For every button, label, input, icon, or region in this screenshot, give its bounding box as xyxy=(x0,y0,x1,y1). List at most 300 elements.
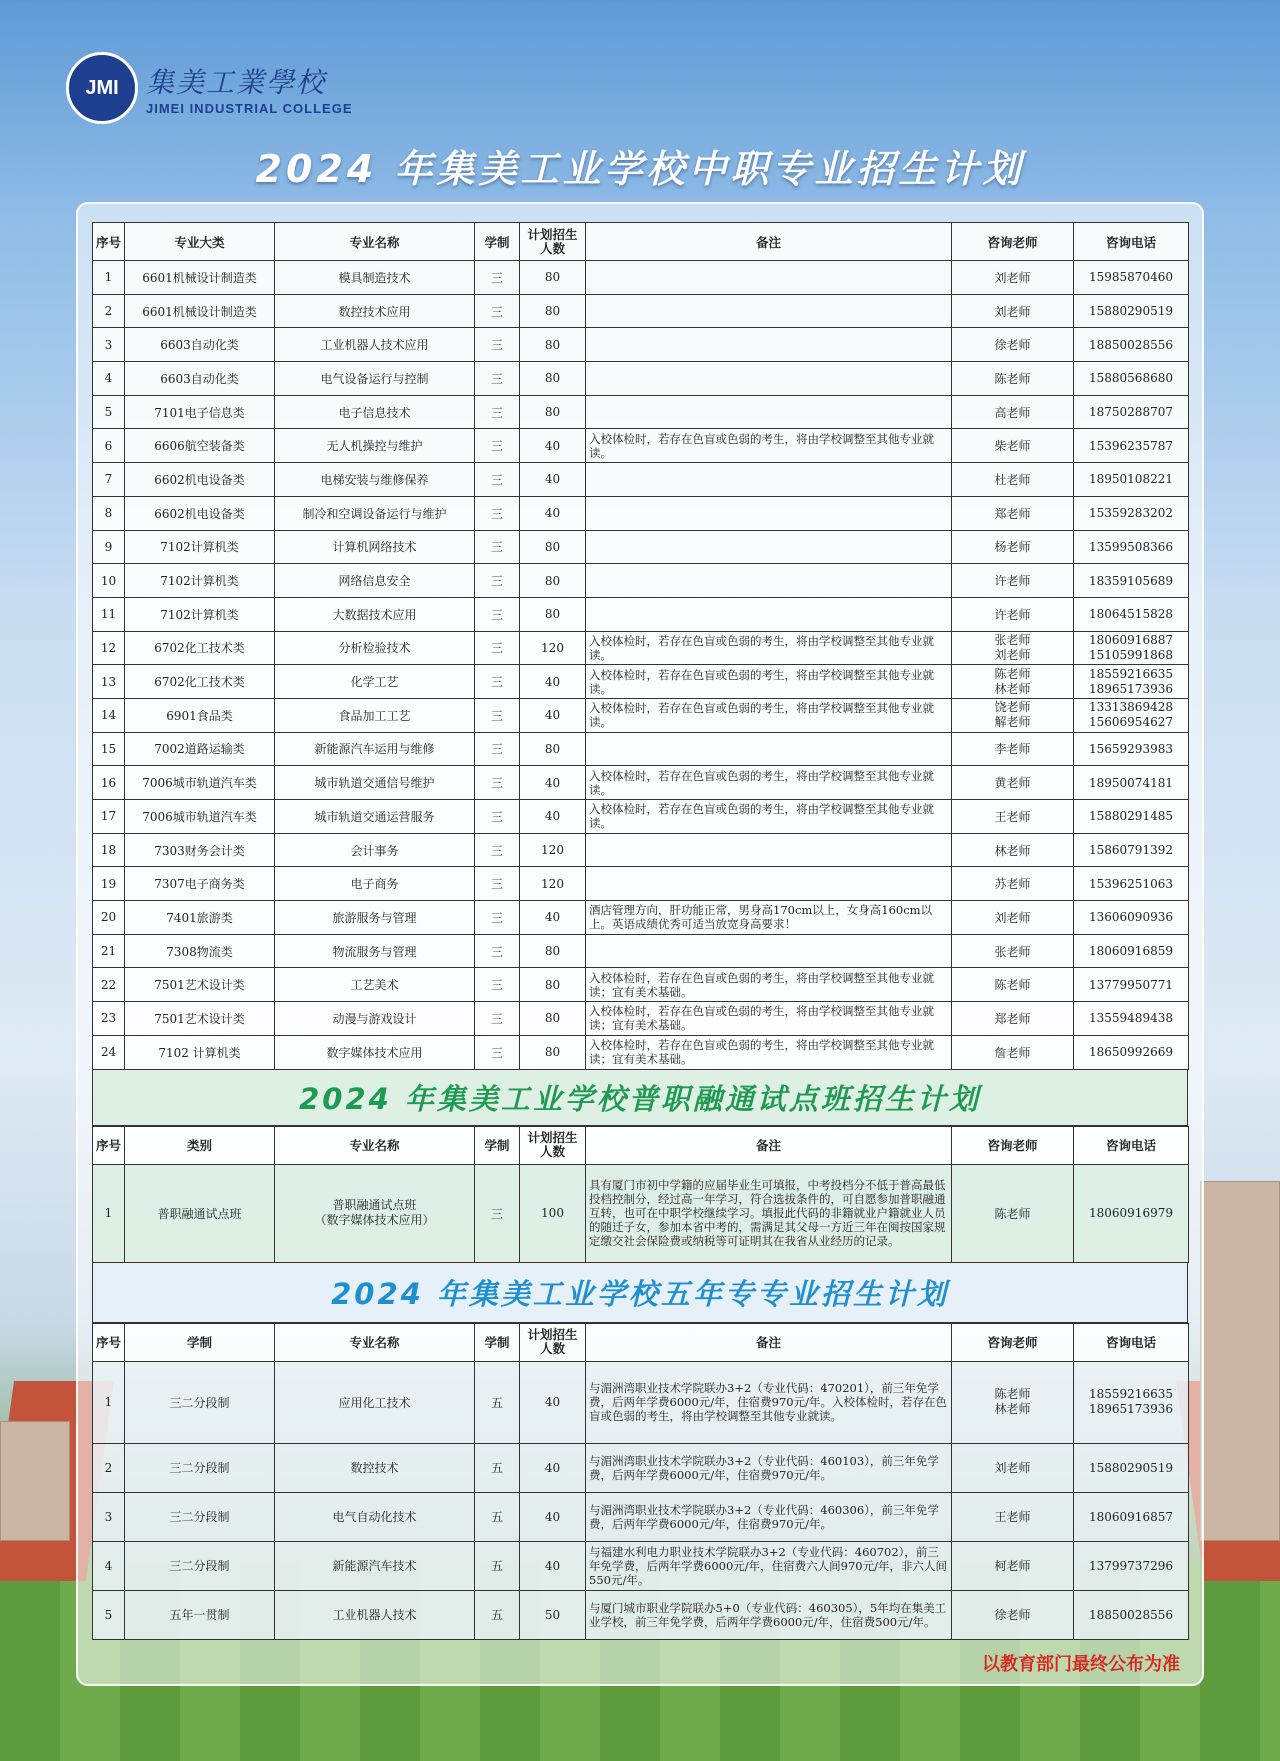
cell-teacher: 柴老师 xyxy=(952,429,1074,463)
cell-teacher: 许老师 xyxy=(952,597,1074,631)
section-title-pilot: 2024 年集美工业学校普职融通试点班招生计划 xyxy=(92,1070,1188,1126)
school-name-cn: 集美工業學校 xyxy=(146,65,327,99)
tables-container xyxy=(92,222,1188,1640)
cell-phone: 18359105689 xyxy=(1074,564,1189,598)
cell-note: 与湄洲湾职业技术学院联办3+2（专业代码：460103），前三年免学费，后两年学费6000元/年，住宿费970元/年。 xyxy=(586,1443,952,1492)
cell-duration: 三 xyxy=(475,261,520,295)
cell-note xyxy=(586,597,952,631)
cell-major: 应用化工技术 xyxy=(275,1361,475,1443)
table-body xyxy=(93,261,1189,1070)
building-right xyxy=(1200,1181,1280,1541)
cell-index: 4 xyxy=(93,362,125,396)
cell-phone: 13559489438 xyxy=(1074,1002,1189,1036)
cell-duration: 三 xyxy=(475,395,520,429)
cell-duration: 五 xyxy=(475,1492,520,1541)
cell-phone: 15359283202 xyxy=(1074,496,1189,530)
cell-major: 工业机器人技术 xyxy=(275,1590,475,1639)
cell-index: 17 xyxy=(93,800,125,834)
cell-index: 21 xyxy=(93,934,125,968)
table-row xyxy=(93,800,1189,834)
cell-teacher: 刘老师 xyxy=(952,294,1074,328)
cell-teacher: 王老师 xyxy=(952,800,1074,834)
cell-major: 会计事务 xyxy=(275,833,475,867)
cell-phone: 18750288707 xyxy=(1074,395,1189,429)
cell-note xyxy=(586,328,952,362)
cell-teacher: 许老师 xyxy=(952,564,1074,598)
cell-major: 动漫与游戏设计 xyxy=(275,1002,475,1036)
cell-duration: 三 xyxy=(475,968,520,1002)
cell-phone: 13799737296 xyxy=(1074,1541,1189,1590)
cell-duration: 三 xyxy=(475,429,520,463)
cell-phone: 13779950771 xyxy=(1074,968,1189,1002)
header-phone: 咨询电话 xyxy=(1074,223,1189,261)
cell-category: 7102计算机类 xyxy=(125,564,275,598)
cell-index: 16 xyxy=(93,766,125,800)
cell-major: 数控技术 xyxy=(275,1443,475,1492)
table-row xyxy=(93,631,1189,665)
cell-major: 工业机器人技术应用 xyxy=(275,328,475,362)
cell-teacher: 刘老师 xyxy=(952,901,1074,935)
table-row xyxy=(93,1164,1189,1262)
cell-index: 15 xyxy=(93,732,125,766)
cell-note: 入校体检时，若存在色盲或色弱的考生，将由学校调整至其他专业就读。 xyxy=(586,698,952,732)
table-row xyxy=(93,1590,1189,1639)
cell-quota: 80 xyxy=(520,530,586,564)
cell-category: 6702化工技术类 xyxy=(125,631,275,665)
cell-index: 24 xyxy=(93,1035,125,1069)
cell-quota: 40 xyxy=(520,429,586,463)
cell-major: 数控技术应用 xyxy=(275,294,475,328)
table-row xyxy=(93,294,1189,328)
cell-teacher: 郑老师 xyxy=(952,496,1074,530)
cell-phone: 18650992669 xyxy=(1074,1035,1189,1069)
cell-major: 模具制造技术 xyxy=(275,261,475,295)
cell-note: 入校体检时，若存在色盲或色弱的考生，将由学校调整至其他专业就读。 xyxy=(586,800,952,834)
cell-index: 18 xyxy=(93,833,125,867)
cell-category: 6901食品类 xyxy=(125,698,275,732)
cell-phone: 15659293983 xyxy=(1074,732,1189,766)
header-note: 备注 xyxy=(586,1126,952,1164)
table-body xyxy=(93,1164,1189,1262)
header-major: 专业名称 xyxy=(275,223,475,261)
cell-quota: 80 xyxy=(520,564,586,598)
cell-teacher: 高老师 xyxy=(952,395,1074,429)
header-note: 备注 xyxy=(586,223,952,261)
cell-duration: 三 xyxy=(475,800,520,834)
cell-note: 入校体检时，若存在色盲或色弱的考生，将由学校调整至其他专业就读。 xyxy=(586,429,952,463)
table-row xyxy=(93,530,1189,564)
section-title-five-year: 2024 年集美工业学校五年专专业招生计划 xyxy=(92,1263,1188,1323)
cell-index: 22 xyxy=(93,968,125,1002)
table-row xyxy=(93,362,1189,396)
cell-duration: 三 xyxy=(475,665,520,699)
cell-quota: 40 xyxy=(520,665,586,699)
table-row xyxy=(93,698,1189,732)
cell-quota: 40 xyxy=(520,1541,586,1590)
cell-major: 电子商务 xyxy=(275,867,475,901)
cell-teacher: 陈老师 林老师 xyxy=(952,1361,1074,1443)
logo-abbrev: JMI xyxy=(85,76,119,99)
cell-duration: 三 xyxy=(475,1002,520,1036)
cell-major: 计算机网络技术 xyxy=(275,530,475,564)
cell-category: 7102计算机类 xyxy=(125,530,275,564)
header-quota: 计划招生人数 xyxy=(520,1126,586,1164)
header-duration: 学制 xyxy=(475,1323,520,1361)
table-row xyxy=(93,597,1189,631)
cell-major: 城市轨道交通运营服务 xyxy=(275,800,475,834)
cell-major: 无人机操控与维护 xyxy=(275,429,475,463)
cell-teacher: 张老师 刘老师 xyxy=(952,631,1074,665)
cell-index: 2 xyxy=(93,1443,125,1492)
cell-phone: 15880290519 xyxy=(1074,294,1189,328)
cell-duration: 三 xyxy=(475,294,520,328)
header-major: 专业名称 xyxy=(275,1126,475,1164)
cell-quota: 80 xyxy=(520,395,586,429)
cell-index: 5 xyxy=(93,1590,125,1639)
header-index: 序号 xyxy=(93,1126,125,1164)
cell-note: 入校体检时，若存在色盲或色弱的考生，将由学校调整至其他专业就读；宜有美术基础。 xyxy=(586,1002,952,1036)
table-row xyxy=(93,766,1189,800)
table-row xyxy=(93,968,1189,1002)
cell-index: 20 xyxy=(93,901,125,935)
cell-teacher: 陈老师 xyxy=(952,1164,1074,1262)
cell-category: 7006城市轨道汽车类 xyxy=(125,766,275,800)
table-vocational xyxy=(92,222,1189,1070)
table-row xyxy=(93,261,1189,295)
header-note: 备注 xyxy=(586,1323,952,1361)
header-phone: 咨询电话 xyxy=(1074,1323,1189,1361)
cell-category: 6602机电设备类 xyxy=(125,496,275,530)
header-quota: 计划招生人数 xyxy=(520,1323,586,1361)
table-row xyxy=(93,934,1189,968)
cell-duration: 三 xyxy=(475,833,520,867)
cell-major: 网络信息安全 xyxy=(275,564,475,598)
cell-quota: 80 xyxy=(520,261,586,295)
header-category: 类别 xyxy=(125,1126,275,1164)
cell-duration: 五 xyxy=(475,1361,520,1443)
cell-index: 2 xyxy=(93,294,125,328)
cell-duration: 三 xyxy=(475,766,520,800)
cell-teacher: 陈老师 xyxy=(952,362,1074,396)
cell-quota: 80 xyxy=(520,1002,586,1036)
cell-note xyxy=(586,362,952,396)
cell-note xyxy=(586,294,952,328)
cell-index: 12 xyxy=(93,631,125,665)
table-row xyxy=(93,1541,1189,1590)
cell-duration: 三 xyxy=(475,328,520,362)
table-row xyxy=(93,1492,1189,1541)
cell-index: 9 xyxy=(93,530,125,564)
cell-note: 入校体检时，若存在色盲或色弱的考生，将由学校调整至其他专业就读；宜有美术基础。 xyxy=(586,1035,952,1069)
cell-note xyxy=(586,564,952,598)
cell-note xyxy=(586,833,952,867)
cell-duration: 三 xyxy=(475,530,520,564)
cell-phone: 15396235787 xyxy=(1074,429,1189,463)
school-header xyxy=(66,52,353,124)
header-category: 学制 xyxy=(125,1323,275,1361)
cell-major: 大数据技术应用 xyxy=(275,597,475,631)
cell-quota: 40 xyxy=(520,496,586,530)
cell-category: 6606航空装备类 xyxy=(125,429,275,463)
cell-major: 电气设备运行与控制 xyxy=(275,362,475,396)
cell-quota: 40 xyxy=(520,1492,586,1541)
cell-teacher: 黄老师 xyxy=(952,766,1074,800)
cell-index: 11 xyxy=(93,597,125,631)
cell-note: 入校体检时，若存在色盲或色弱的考生，将由学校调整至其他专业就读。 xyxy=(586,665,952,699)
table-row xyxy=(93,665,1189,699)
cell-teacher: 詹老师 xyxy=(952,1035,1074,1069)
header-duration: 学制 xyxy=(475,223,520,261)
cell-note xyxy=(586,261,952,295)
cell-major: 物流服务与管理 xyxy=(275,934,475,968)
cell-category: 6603自动化类 xyxy=(125,328,275,362)
cell-note xyxy=(586,530,952,564)
cell-quota: 80 xyxy=(520,328,586,362)
cell-major: 数字媒体技术应用 xyxy=(275,1035,475,1069)
cell-category: 7102计算机类 xyxy=(125,597,275,631)
cell-phone: 18060916859 xyxy=(1074,934,1189,968)
table-row xyxy=(93,1035,1189,1069)
table-row xyxy=(93,496,1189,530)
cell-category: 普职融通试点班 xyxy=(125,1164,275,1262)
cell-quota: 100 xyxy=(520,1164,586,1262)
table-row xyxy=(93,1443,1189,1492)
cell-quota: 50 xyxy=(520,1590,586,1639)
cell-teacher: 苏老师 xyxy=(952,867,1074,901)
table-pilot xyxy=(92,1126,1189,1263)
table-row xyxy=(93,395,1189,429)
table-header-row xyxy=(93,223,1189,261)
cell-index: 19 xyxy=(93,867,125,901)
cell-major: 化学工艺 xyxy=(275,665,475,699)
cell-quota: 80 xyxy=(520,597,586,631)
cell-note xyxy=(586,395,952,429)
cell-teacher: 杜老师 xyxy=(952,463,1074,497)
cell-teacher: 郑老师 xyxy=(952,1002,1074,1036)
cell-duration: 五 xyxy=(475,1590,520,1639)
cell-index: 13 xyxy=(93,665,125,699)
cell-category: 三二分段制 xyxy=(125,1541,275,1590)
cell-note: 与湄洲湾职业技术学院联办3+2（专业代码：460306），前三年免学费，后两年学费6000元/年，住宿费970元/年。 xyxy=(586,1492,952,1541)
cell-quota: 80 xyxy=(520,362,586,396)
cell-index: 14 xyxy=(93,698,125,732)
cell-note: 具有厦门市初中学籍的应届毕业生可填报，中考投档分不低于普高最低投档控制分，经过高一年学习，符合选拔条件的，可自愿参加普职融通互转，也可在中职学校继续学习。填报此代码的非籍就业户籍就业人员的随迁子女，参加本省中考的，需满足其父母一方近三年在闽按国家规定缴交社会保险费或纳税等可证明其在我省从业经历的记录。 xyxy=(586,1164,952,1262)
header-duration: 学制 xyxy=(475,1126,520,1164)
cell-major: 电子信息技术 xyxy=(275,395,475,429)
cell-quota: 120 xyxy=(520,631,586,665)
table-row xyxy=(93,867,1189,901)
cell-category: 6601机械设计制造类 xyxy=(125,261,275,295)
header-category: 专业大类 xyxy=(125,223,275,261)
cell-teacher: 李老师 xyxy=(952,732,1074,766)
cell-index: 6 xyxy=(93,429,125,463)
cell-duration: 三 xyxy=(475,901,520,935)
table-five-year xyxy=(92,1323,1189,1640)
cell-phone: 18060916979 xyxy=(1074,1164,1189,1262)
cell-note: 与福建水利电力职业技术学院联办3+2（专业代码：460702），前三年免学费，后两年学费6000元/年，住宿费六人间970元/年，非六人间550元/年。 xyxy=(586,1541,952,1590)
cell-duration: 三 xyxy=(475,1164,520,1262)
cell-duration: 三 xyxy=(475,463,520,497)
cell-quota: 40 xyxy=(520,901,586,935)
header-teacher: 咨询老师 xyxy=(952,1126,1074,1164)
cell-major: 电梯安装与维修保养 xyxy=(275,463,475,497)
cell-duration: 三 xyxy=(475,362,520,396)
cell-phone: 18850028556 xyxy=(1074,328,1189,362)
cell-index: 23 xyxy=(93,1002,125,1036)
cell-index: 8 xyxy=(93,496,125,530)
cell-major: 新能源汽车运用与维修 xyxy=(275,732,475,766)
cell-note: 入校体检时，若存在色盲或色弱的考生，将由学校调整至其他专业就读；宜有美术基础。 xyxy=(586,968,952,1002)
cell-category: 6603自动化类 xyxy=(125,362,275,396)
cell-category: 7401旅游类 xyxy=(125,901,275,935)
cell-quota: 80 xyxy=(520,1035,586,1069)
cell-category: 6702化工技术类 xyxy=(125,665,275,699)
cell-category: 7307电子商务类 xyxy=(125,867,275,901)
cell-phone: 13313869428 15606954627 xyxy=(1074,698,1189,732)
cell-category: 7002道路运输类 xyxy=(125,732,275,766)
cell-index: 5 xyxy=(93,395,125,429)
header-phone: 咨询电话 xyxy=(1074,1126,1189,1164)
cell-phone: 18559216635 18965173936 xyxy=(1074,1361,1189,1443)
cell-phone: 18064515828 xyxy=(1074,597,1189,631)
cell-quota: 40 xyxy=(520,1443,586,1492)
cell-category: 7501艺术设计类 xyxy=(125,968,275,1002)
cell-quota: 80 xyxy=(520,968,586,1002)
cell-duration: 三 xyxy=(475,496,520,530)
table-header-row xyxy=(93,1323,1189,1361)
table-row xyxy=(93,463,1189,497)
table-row xyxy=(93,328,1189,362)
cell-duration: 三 xyxy=(475,698,520,732)
footer-disclaimer: 以教育部门最终公布为准 xyxy=(982,1654,1180,1675)
cell-major: 新能源汽车技术 xyxy=(275,1541,475,1590)
cell-teacher: 陈老师 xyxy=(952,968,1074,1002)
cell-category: 五年一贯制 xyxy=(125,1590,275,1639)
header-major: 专业名称 xyxy=(275,1323,475,1361)
table-row xyxy=(93,429,1189,463)
cell-major: 普职融通试点班 （数字媒体技术应用） xyxy=(275,1164,475,1262)
cell-category: 7501艺术设计类 xyxy=(125,1002,275,1036)
cell-category: 7102 计算机类 xyxy=(125,1035,275,1069)
school-logo-icon xyxy=(66,52,138,124)
cell-duration: 三 xyxy=(475,934,520,968)
cell-major: 食品加工工艺 xyxy=(275,698,475,732)
cell-category: 6602机电设备类 xyxy=(125,463,275,497)
cell-quota: 40 xyxy=(520,766,586,800)
cell-quota: 40 xyxy=(520,800,586,834)
table-body xyxy=(93,1361,1189,1639)
table-row xyxy=(93,564,1189,598)
cell-index: 3 xyxy=(93,1492,125,1541)
cell-index: 1 xyxy=(93,1361,125,1443)
cell-phone: 18060916857 xyxy=(1074,1492,1189,1541)
cell-phone: 18559216635 18965173936 xyxy=(1074,665,1189,699)
cell-phone: 18950074181 xyxy=(1074,766,1189,800)
cell-duration: 五 xyxy=(475,1443,520,1492)
cell-phone: 15860791392 xyxy=(1074,833,1189,867)
cell-teacher: 陈老师 林老师 xyxy=(952,665,1074,699)
cell-teacher: 饶老师 解老师 xyxy=(952,698,1074,732)
cell-duration: 五 xyxy=(475,1541,520,1590)
cell-category: 7303财务会计类 xyxy=(125,833,275,867)
cell-teacher: 林老师 xyxy=(952,833,1074,867)
cell-note: 入校体检时，若存在色盲或色弱的考生，将由学校调整至其他专业就读。 xyxy=(586,766,952,800)
cell-category: 6601机械设计制造类 xyxy=(125,294,275,328)
cell-quota: 120 xyxy=(520,833,586,867)
header-teacher: 咨询老师 xyxy=(952,1323,1074,1361)
cell-major: 分析检验技术 xyxy=(275,631,475,665)
cell-teacher: 刘老师 xyxy=(952,1443,1074,1492)
cell-note xyxy=(586,934,952,968)
cell-note: 与厦门城市职业学院联办5+0（专业代码：460305），5年均在集美工业学校，前三年免学费，后两年学费6000元/年，住宿费500元/年。 xyxy=(586,1590,952,1639)
cell-phone: 15880568680 xyxy=(1074,362,1189,396)
cell-phone: 15880290519 xyxy=(1074,1443,1189,1492)
cell-index: 4 xyxy=(93,1541,125,1590)
cell-index: 1 xyxy=(93,261,125,295)
cell-phone: 13599508366 xyxy=(1074,530,1189,564)
table-row xyxy=(93,732,1189,766)
cell-note xyxy=(586,463,952,497)
cell-major: 电气自动化技术 xyxy=(275,1492,475,1541)
table-row xyxy=(93,1361,1189,1443)
header-teacher: 咨询老师 xyxy=(952,223,1074,261)
cell-teacher: 刘老师 xyxy=(952,261,1074,295)
cell-quota: 40 xyxy=(520,1361,586,1443)
page-title: 2024 年集美工业学校中职专业招生计划 xyxy=(255,147,1025,191)
cell-quota: 40 xyxy=(520,698,586,732)
cell-note xyxy=(586,867,952,901)
cell-major: 工艺美术 xyxy=(275,968,475,1002)
cell-quota: 120 xyxy=(520,867,586,901)
table-row xyxy=(93,833,1189,867)
cell-note: 酒店管理方向，肝功能正常，男身高170cm以上，女身高160cm以上。英语成绩优秀可适当放宽身高要求！ xyxy=(586,901,952,935)
cell-duration: 三 xyxy=(475,597,520,631)
cell-teacher: 徐老师 xyxy=(952,328,1074,362)
cell-quota: 40 xyxy=(520,463,586,497)
cell-phone: 13606090936 xyxy=(1074,901,1189,935)
cell-major: 制冷和空调设备运行与维护 xyxy=(275,496,475,530)
cell-duration: 三 xyxy=(475,867,520,901)
cell-quota: 80 xyxy=(520,294,586,328)
cell-major: 旅游服务与管理 xyxy=(275,901,475,935)
cell-quota: 80 xyxy=(520,732,586,766)
cell-duration: 三 xyxy=(475,1035,520,1069)
building-left xyxy=(0,1421,70,1541)
cell-teacher: 柯老师 xyxy=(952,1541,1074,1590)
cell-category: 7101电子信息类 xyxy=(125,395,275,429)
cell-phone: 18060916887 15105991868 xyxy=(1074,631,1189,665)
cell-phone: 18850028556 xyxy=(1074,1590,1189,1639)
school-name-en: JIMEI INDUSTRIAL COLLEGE xyxy=(146,100,353,116)
cell-duration: 三 xyxy=(475,631,520,665)
cell-category: 7006城市轨道汽车类 xyxy=(125,800,275,834)
cell-note xyxy=(586,496,952,530)
cell-category: 三二分段制 xyxy=(125,1492,275,1541)
cell-index: 3 xyxy=(93,328,125,362)
cell-note: 与湄洲湾职业技术学院联办3+2（专业代码：470201），前三年免学费，后两年学费6000元/年，住宿费970元/年。入校体检时，若存在色盲或色弱的考生，将由学校调整至其他专业就读。 xyxy=(586,1361,952,1443)
table-row xyxy=(93,1002,1189,1036)
cell-quota: 80 xyxy=(520,934,586,968)
header-index: 序号 xyxy=(93,1323,125,1361)
cell-index: 1 xyxy=(93,1164,125,1262)
cell-index: 7 xyxy=(93,463,125,497)
cell-phone: 18950108221 xyxy=(1074,463,1189,497)
cell-teacher: 张老师 xyxy=(952,934,1074,968)
cell-category: 三二分段制 xyxy=(125,1443,275,1492)
cell-category: 三二分段制 xyxy=(125,1361,275,1443)
cell-note xyxy=(586,732,952,766)
table-row xyxy=(93,901,1189,935)
